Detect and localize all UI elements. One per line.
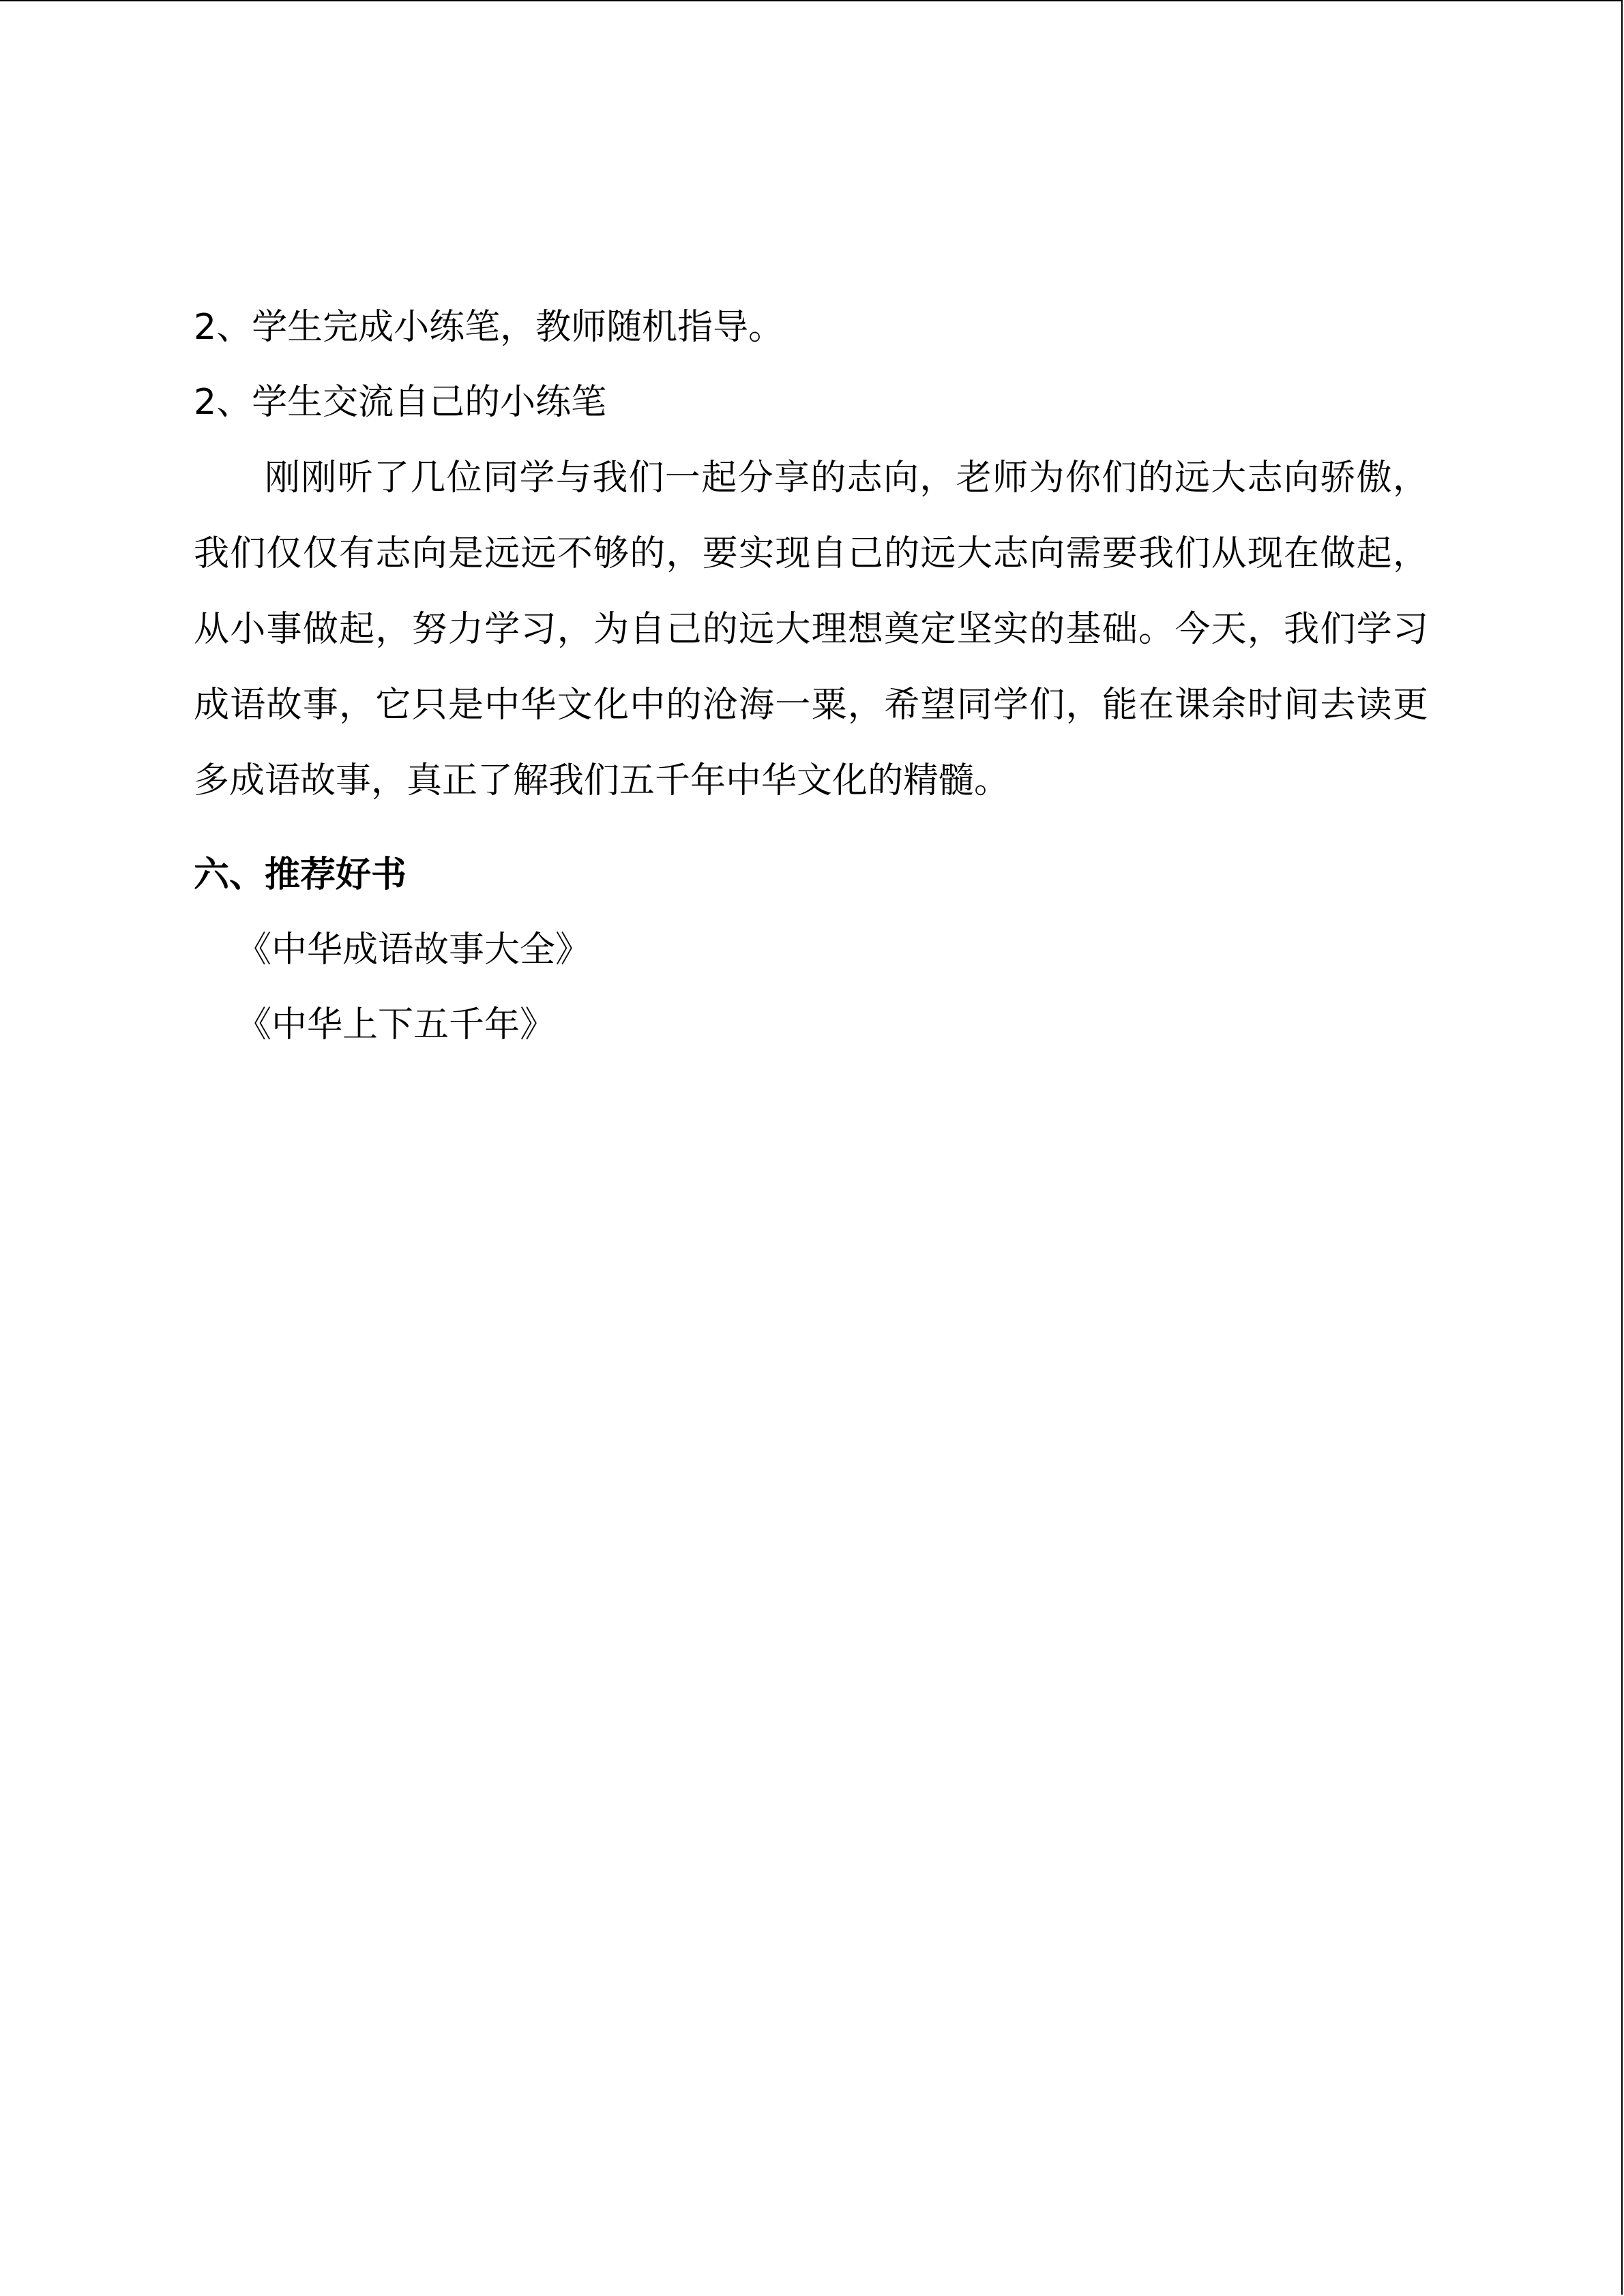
step-share-line: 2、学生交流自己的小练笔: [194, 382, 607, 423]
book-title-1: 《中华成语故事大全》: [236, 929, 591, 970]
closing-paragraph: 刚刚听了几位同学与我们一起分享的志向，老师为你们的远大志向骄傲，我们仅仅有志向是远远不够的，要实现自己的远大志向需要我们从现在做起，从小事做起，努力学习，为自己的远大理想奠定坚实的基础。今天，我们学习成语故事，它只是中华文化中的沧海一粟，希望同学们，能在课余时间去读更多成语故事，真正了解我们五千年中华文化的精髓。: [194, 458, 1428, 801]
book-title-2: 《中华上下五千年》: [236, 1004, 556, 1045]
document-body: [194, 308, 1428, 1044]
section-heading: 六、推荐好书: [194, 854, 407, 895]
step-complete-line: 2、学生完成小练笔，教师随机指导。: [194, 307, 784, 348]
